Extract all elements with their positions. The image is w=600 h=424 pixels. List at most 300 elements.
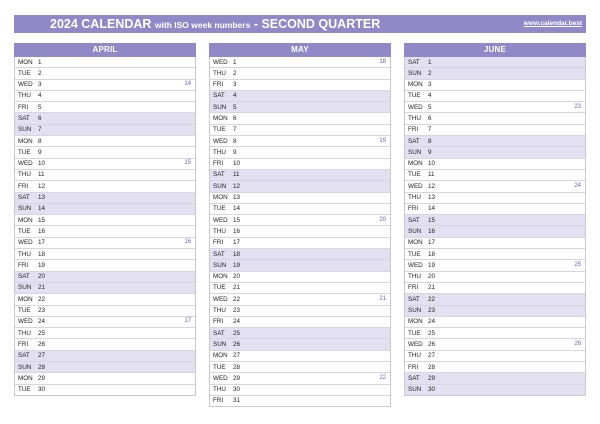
week-number: 17 — [184, 318, 191, 325]
day-row — [15, 317, 195, 328]
day-number: 22 — [233, 295, 241, 303]
day-of-week: THU — [408, 352, 421, 360]
day-number: 2 — [428, 69, 432, 77]
day-of-week: FRI — [18, 261, 29, 269]
day-of-week: SAT — [408, 58, 420, 66]
day-row — [210, 272, 390, 283]
day-row — [405, 57, 585, 68]
day-of-week: TUE — [213, 284, 226, 292]
day-row — [405, 260, 585, 271]
day-row — [405, 238, 585, 249]
day-of-week: TUE — [18, 148, 31, 156]
day-of-week: SUN — [18, 126, 32, 134]
day-row — [15, 351, 195, 362]
day-of-week: WED — [18, 160, 33, 168]
day-row — [405, 113, 585, 124]
day-of-week: WED — [408, 182, 423, 190]
day-row — [405, 91, 585, 102]
day-row — [15, 113, 195, 124]
day-row — [405, 170, 585, 181]
day-row — [210, 181, 390, 192]
day-of-week: MON — [18, 137, 33, 145]
day-of-week: THU — [213, 227, 226, 235]
day-row — [405, 204, 585, 215]
day-row — [15, 136, 195, 147]
day-row — [210, 238, 390, 249]
title-subtitle: with ISO week numbers — [154, 20, 251, 30]
day-row — [405, 272, 585, 283]
day-number: 23 — [233, 307, 241, 315]
day-number: 15 — [233, 216, 241, 224]
day-of-week: SAT — [18, 273, 30, 281]
day-number: 15 — [38, 216, 46, 224]
day-row — [210, 226, 390, 237]
day-row — [405, 102, 585, 113]
week-number: 21 — [379, 295, 386, 302]
day-row — [210, 125, 390, 136]
day-number: 18 — [233, 250, 241, 258]
site-link[interactable]: www.calendar.best — [523, 20, 582, 27]
month-header: JUNE — [404, 43, 586, 57]
day-row — [15, 249, 195, 260]
day-number: 14 — [428, 205, 436, 213]
day-row — [210, 147, 390, 158]
day-row — [210, 57, 390, 68]
day-row — [210, 136, 390, 147]
day-row — [210, 249, 390, 260]
day-number: 18 — [38, 250, 46, 258]
month-may — [209, 43, 391, 407]
day-number: 20 — [428, 273, 436, 281]
week-number: 23 — [574, 103, 581, 110]
day-of-week: FRI — [213, 397, 224, 405]
day-of-week: FRI — [213, 318, 224, 326]
day-of-week: FRI — [213, 239, 224, 247]
day-number: 3 — [233, 81, 237, 89]
day-number: 28 — [38, 363, 46, 371]
day-of-week: WED — [213, 137, 228, 145]
day-of-week: THU — [18, 171, 31, 179]
day-row — [210, 91, 390, 102]
day-of-week: SUN — [408, 386, 422, 394]
day-number: 5 — [38, 103, 42, 111]
month-april — [14, 43, 196, 396]
day-row — [210, 113, 390, 124]
day-number: 20 — [233, 273, 241, 281]
title-main: 2024 CALENDAR — [50, 17, 152, 31]
day-of-week: WED — [408, 103, 423, 111]
week-number: 22 — [379, 374, 386, 381]
day-row — [210, 317, 390, 328]
day-number: 27 — [233, 352, 241, 360]
day-of-week: TUE — [18, 69, 31, 77]
day-of-week: THU — [18, 329, 31, 337]
day-of-week: SUN — [213, 261, 227, 269]
day-row — [405, 68, 585, 79]
day-row — [405, 159, 585, 170]
day-number: 24 — [428, 318, 436, 326]
day-of-week: SAT — [213, 329, 225, 337]
day-of-week: WED — [18, 239, 33, 247]
day-row — [210, 328, 390, 339]
day-number: 30 — [233, 386, 241, 394]
day-number: 10 — [428, 160, 436, 168]
day-of-week: SAT — [213, 92, 225, 100]
week-number: 19 — [379, 137, 386, 144]
day-of-week: TUE — [408, 329, 421, 337]
week-number: 14 — [184, 81, 191, 88]
day-row — [15, 181, 195, 192]
day-number: 13 — [38, 194, 46, 202]
day-row — [405, 294, 585, 305]
day-of-week: WED — [18, 81, 33, 89]
day-number: 21 — [233, 284, 241, 292]
day-row — [405, 125, 585, 136]
day-row — [210, 362, 390, 373]
day-row — [405, 283, 585, 294]
day-of-week: MON — [18, 374, 33, 382]
day-row — [15, 283, 195, 294]
day-row — [15, 238, 195, 249]
day-of-week: THU — [213, 69, 226, 77]
day-number: 25 — [38, 329, 46, 337]
day-of-week: FRI — [408, 126, 419, 134]
day-of-week: TUE — [213, 363, 226, 371]
day-of-week: THU — [408, 194, 421, 202]
day-of-week: WED — [213, 374, 228, 382]
week-number: 15 — [184, 160, 191, 167]
day-number: 28 — [233, 363, 241, 371]
day-row — [405, 215, 585, 226]
day-number: 6 — [233, 114, 237, 122]
day-number: 12 — [233, 182, 241, 190]
day-of-week: MON — [408, 318, 423, 326]
day-number: 6 — [38, 114, 42, 122]
day-number: 14 — [233, 205, 241, 213]
day-number: 13 — [428, 194, 436, 202]
day-of-week: FRI — [213, 81, 224, 89]
day-row — [210, 339, 390, 350]
day-number: 14 — [38, 205, 46, 213]
day-row — [405, 80, 585, 91]
day-row — [15, 102, 195, 113]
day-number: 11 — [38, 171, 45, 179]
day-row — [210, 373, 390, 384]
day-row — [15, 91, 195, 102]
day-of-week: SUN — [408, 148, 422, 156]
day-number: 29 — [38, 374, 46, 382]
day-of-week: MON — [18, 216, 33, 224]
title-separator: - — [253, 17, 258, 31]
day-row — [15, 306, 195, 317]
day-of-week: SUN — [408, 69, 422, 77]
day-of-week: MON — [213, 114, 228, 122]
day-of-week: SAT — [213, 171, 225, 179]
day-row — [15, 80, 195, 91]
day-of-week: WED — [408, 261, 423, 269]
month-header: MAY — [209, 43, 391, 57]
day-number: 2 — [233, 69, 237, 77]
title-banner — [14, 15, 586, 33]
day-number: 19 — [428, 261, 436, 269]
day-row — [210, 306, 390, 317]
day-number: 6 — [428, 114, 432, 122]
day-number: 3 — [428, 81, 432, 89]
day-of-week: THU — [213, 148, 226, 156]
day-row — [210, 80, 390, 91]
day-of-week: SAT — [213, 250, 225, 258]
day-of-week: MON — [18, 58, 33, 66]
day-row — [15, 204, 195, 215]
day-of-week: THU — [18, 92, 31, 100]
day-row — [15, 373, 195, 384]
day-of-week: MON — [18, 295, 33, 303]
week-number: 26 — [574, 340, 581, 347]
day-number: 20 — [38, 273, 46, 281]
day-of-week: SUN — [18, 284, 32, 292]
day-number: 24 — [233, 318, 241, 326]
day-row — [15, 170, 195, 181]
day-number: 11 — [428, 171, 435, 179]
day-number: 10 — [233, 160, 241, 168]
day-number: 16 — [38, 227, 46, 235]
day-row — [15, 272, 195, 283]
day-of-week: SUN — [213, 103, 227, 111]
day-number: 11 — [233, 171, 240, 179]
day-of-week: FRI — [408, 363, 419, 371]
day-of-week: SUN — [213, 182, 227, 190]
day-number: 12 — [428, 182, 436, 190]
day-row — [405, 193, 585, 204]
day-row — [210, 170, 390, 181]
month-header: APRIL — [14, 43, 196, 57]
day-number: 5 — [233, 103, 237, 111]
day-row — [15, 339, 195, 350]
day-number: 3 — [38, 81, 42, 89]
day-number: 12 — [38, 182, 46, 190]
day-of-week: FRI — [18, 340, 29, 348]
day-row — [210, 159, 390, 170]
day-row — [15, 159, 195, 170]
day-row — [15, 193, 195, 204]
day-number: 4 — [38, 92, 42, 100]
day-of-week: SAT — [408, 295, 420, 303]
day-number: 17 — [428, 239, 436, 247]
day-of-week: SUN — [213, 340, 227, 348]
day-list — [404, 57, 586, 396]
day-row — [210, 193, 390, 204]
title-quarter: SECOND QUARTER — [261, 17, 381, 31]
day-of-week: TUE — [408, 250, 421, 258]
day-number: 23 — [428, 307, 436, 315]
day-number: 8 — [38, 137, 42, 145]
day-list — [14, 57, 196, 396]
day-row — [15, 385, 195, 395]
day-number: 1 — [38, 58, 42, 66]
day-number: 29 — [233, 374, 241, 382]
day-row — [210, 351, 390, 362]
day-number: 26 — [38, 340, 46, 348]
week-number: 24 — [574, 182, 581, 189]
day-number: 30 — [38, 386, 46, 394]
day-of-week: FRI — [213, 160, 224, 168]
day-of-week: THU — [408, 114, 421, 122]
day-of-week: MON — [213, 194, 228, 202]
day-row — [405, 328, 585, 339]
day-number: 16 — [428, 227, 436, 235]
day-row — [405, 362, 585, 373]
day-number: 27 — [428, 352, 436, 360]
day-row — [405, 317, 585, 328]
day-of-week: WED — [18, 318, 33, 326]
day-number: 7 — [428, 126, 432, 134]
day-row — [15, 68, 195, 79]
day-of-week: WED — [213, 58, 228, 66]
day-of-week: SUN — [18, 363, 32, 371]
day-of-week: MON — [213, 352, 228, 360]
day-number: 8 — [233, 137, 237, 145]
day-number: 9 — [38, 148, 42, 156]
day-of-week: SAT — [18, 114, 30, 122]
day-row — [210, 385, 390, 396]
day-number: 4 — [233, 92, 237, 100]
day-row — [210, 283, 390, 294]
day-number: 27 — [38, 352, 46, 360]
day-row — [15, 226, 195, 237]
day-row — [405, 136, 585, 147]
day-number: 4 — [428, 92, 432, 100]
day-of-week: THU — [408, 273, 421, 281]
day-number: 21 — [38, 284, 46, 292]
day-of-week: FRI — [408, 205, 419, 213]
day-of-week: SAT — [18, 194, 30, 202]
day-row — [15, 147, 195, 158]
day-of-week: FRI — [408, 284, 419, 292]
week-number: 20 — [379, 216, 386, 223]
day-row — [210, 260, 390, 271]
day-of-week: FRI — [18, 103, 29, 111]
week-number: 16 — [184, 239, 191, 246]
day-row — [15, 362, 195, 373]
day-row — [210, 204, 390, 215]
day-number: 15 — [428, 216, 436, 224]
day-number: 19 — [233, 261, 241, 269]
day-row — [405, 351, 585, 362]
day-of-week: SAT — [408, 137, 420, 145]
day-number: 23 — [38, 307, 46, 315]
day-row — [15, 215, 195, 226]
day-number: 2 — [38, 69, 42, 77]
day-of-week: TUE — [18, 227, 31, 235]
day-number: 25 — [233, 329, 241, 337]
day-number: 29 — [428, 374, 436, 382]
day-number: 9 — [428, 148, 432, 156]
day-number: 21 — [428, 284, 436, 292]
day-of-week: TUE — [408, 92, 421, 100]
day-row — [210, 102, 390, 113]
day-number: 17 — [233, 239, 241, 247]
day-of-week: SUN — [18, 205, 32, 213]
day-number: 17 — [38, 239, 46, 247]
month-june — [404, 43, 586, 396]
day-row — [405, 147, 585, 158]
day-of-week: THU — [213, 386, 226, 394]
day-of-week: THU — [213, 307, 226, 315]
day-row — [15, 125, 195, 136]
day-of-week: THU — [18, 250, 31, 258]
day-row — [15, 294, 195, 305]
page-title — [50, 17, 380, 31]
day-of-week: WED — [408, 340, 423, 348]
day-number: 7 — [233, 126, 237, 134]
day-row — [15, 328, 195, 339]
day-of-week: TUE — [213, 126, 226, 134]
day-number: 13 — [233, 194, 241, 202]
day-of-week: MON — [213, 273, 228, 281]
day-of-week: MON — [408, 160, 423, 168]
day-row — [405, 306, 585, 317]
day-number: 9 — [233, 148, 237, 156]
day-number: 1 — [428, 58, 432, 66]
day-row — [405, 385, 585, 395]
day-of-week: MON — [408, 239, 423, 247]
day-of-week: SAT — [18, 352, 30, 360]
day-row — [405, 373, 585, 384]
day-number: 30 — [428, 386, 436, 394]
day-number: 10 — [38, 160, 46, 168]
day-of-week: MON — [408, 81, 423, 89]
day-number: 28 — [428, 363, 436, 371]
day-of-week: WED — [213, 295, 228, 303]
day-number: 7 — [38, 126, 42, 134]
day-of-week: TUE — [408, 171, 421, 179]
day-number: 16 — [233, 227, 241, 235]
day-number: 5 — [428, 103, 432, 111]
day-number: 24 — [38, 318, 46, 326]
day-row — [405, 226, 585, 237]
day-of-week: FRI — [18, 182, 29, 190]
day-of-week: WED — [213, 216, 228, 224]
day-number: 26 — [428, 340, 436, 348]
day-of-week: TUE — [18, 307, 31, 315]
week-number: 18 — [379, 58, 386, 65]
day-row — [15, 57, 195, 68]
day-of-week: SUN — [408, 227, 422, 235]
day-list — [209, 57, 391, 407]
day-row — [210, 396, 390, 406]
day-of-week: SUN — [408, 307, 422, 315]
day-row — [210, 215, 390, 226]
day-number: 31 — [233, 397, 241, 405]
day-row — [15, 260, 195, 271]
day-number: 19 — [38, 261, 46, 269]
day-row — [405, 249, 585, 260]
day-of-week: SAT — [408, 216, 420, 224]
day-number: 26 — [233, 340, 241, 348]
day-number: 22 — [38, 295, 46, 303]
day-row — [405, 181, 585, 192]
day-number: 1 — [233, 58, 237, 66]
day-number: 18 — [428, 250, 436, 258]
day-row — [405, 339, 585, 350]
day-of-week: TUE — [213, 205, 226, 213]
day-of-week: SAT — [408, 374, 420, 382]
day-number: 22 — [428, 295, 436, 303]
day-number: 25 — [428, 329, 436, 337]
week-number: 25 — [574, 261, 581, 268]
day-of-week: TUE — [18, 386, 31, 394]
day-row — [210, 294, 390, 305]
